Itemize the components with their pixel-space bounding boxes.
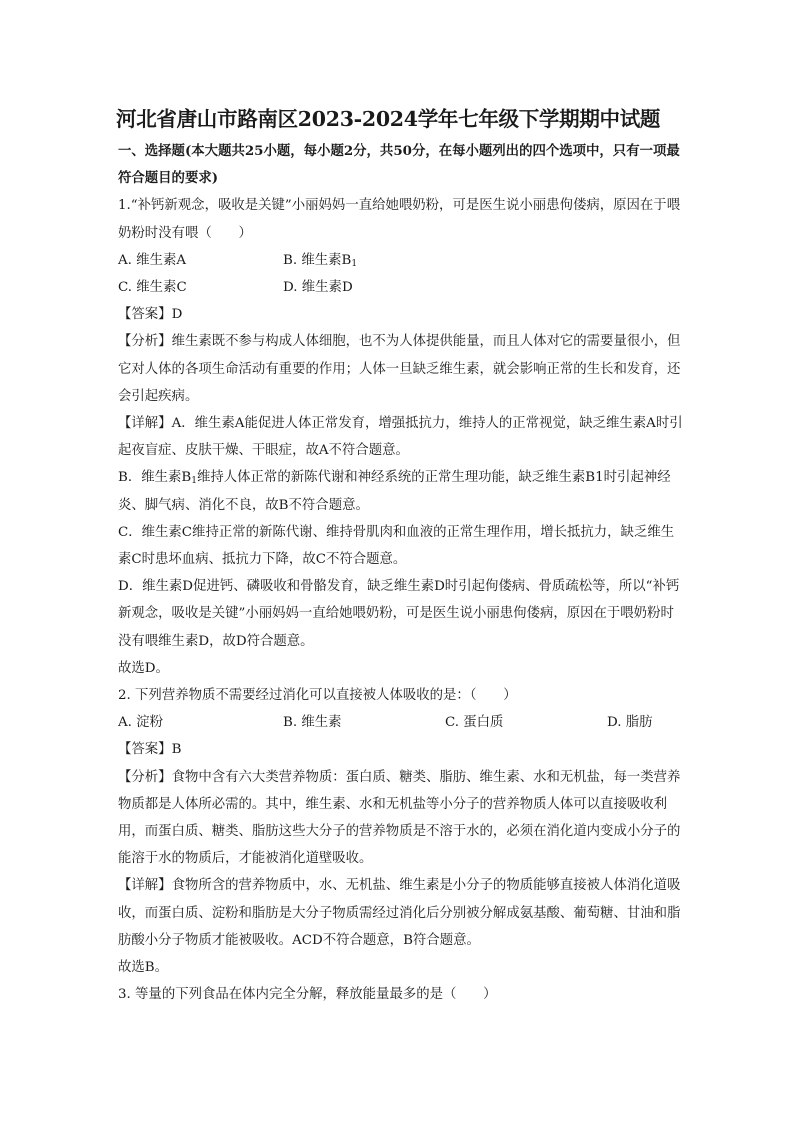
q1-answer: 【答案】D [118, 307, 183, 323]
q2-analysis: 【分析】食物中含有六大类营养物质：蛋白质、糖类、脂肪、维生素、水和无机盐，每一类营养物质都是人体所必需的。其中，维生素、水和无机盐等小分子的营养物质人体可以直接吸收利用，而蛋白质、糖类、脂肪这些大分子的营养物质是不溶于水的，必须在消化道内变成小分子的能溶于水的物质后，才能被消化道壁吸收。 [118, 769, 681, 867]
document-page [118, 104, 684, 1009]
q2-option-b: B. 维生素 [283, 715, 342, 731]
q1-detail-a: 【详解】A．维生素A能促进人体正常发育，增强抵抗力，维持人的正常视觉，缺乏维生素A时引起夜盲症、皮肤干燥、干眼症，故A不符合题意。 [118, 416, 683, 459]
q1-detail-c: C．维生素C维持正常的新陈代谢、维持骨肌肉和血液的正常生理作用，增长抵抗力，缺乏维生素C时患坏血病、抵抗力下降，故C不符合题意。 [118, 524, 675, 568]
q1-detail-b: B．维生素$B_1$维持人体正常的新陈代谢和神经系统的正常生理功能，缺乏维生素B1时引起神经炎、脚气病、消化不良，故B不符合题意。 [118, 470, 671, 513]
q1-option-d: D. 维生素D [283, 280, 353, 296]
q2-option-d: D. 脂肪 [607, 715, 653, 731]
q2-option-c: C. 蛋白质 [445, 715, 504, 731]
question-2-options-row [118, 709, 684, 736]
question-1-options-row-1 [118, 247, 684, 274]
q2-answer: 【答案】B [118, 742, 182, 758]
question-2-stem: 2. 下列营养物质不需要经过消化可以直接被人体吸收的是：（ ） [118, 688, 517, 704]
question-3-stem: 3. 等量的下列食品在体内完全分解，释放能量最多的是（ ） [118, 987, 497, 1003]
q2-option-a: A. 淀粉 [118, 715, 163, 731]
q1-detail-d: D．维生素D促进钙、磷吸收和骨骼发育，缺乏维生素D时引起佝偻病、骨质疏松等，所以“补钙新观念，吸收是关键”小丽妈妈一直给她喂奶粉，可是医生说小丽患佝偻病，原因在于喂奶粉时没有喂维生素D，故D符合题意。 [118, 579, 680, 649]
q1-analysis: 【分析】维生素既不参与构成人体细胞，也不为人体提供能量，而且人体对它的需要量很小，但它对人体的各项生命活动有重要的作用；人体一旦缺乏维生素，就会影响正常的生长和发育，还会引起疾病。 [118, 334, 681, 404]
q2-conclusion: 故选B。 [118, 960, 169, 976]
page-title: 河北省唐山市路南区2023-2024学年七年级下学期期中试题 [116, 107, 661, 131]
question-1-stem: 1.“补钙新观念，吸收是关键”小丽妈妈一直给她喂奶粉，可是医生说小丽患佝偻病，原因在于喂奶粉时没有喂（ ） [118, 198, 681, 241]
q1-option-b: B. 维生素$B_1$ [283, 252, 358, 269]
section-heading: 一、选择题(本大题共25小题，每小题2分，共50分，在每小题列出的四个选项中，只有一项最符合题目的要求) [118, 143, 680, 187]
q1-conclusion: 故选D。 [118, 660, 169, 676]
question-1-options-row-2 [118, 274, 684, 301]
q1-option-c: C. 维生素C [118, 280, 187, 296]
q2-detail: 【详解】食物所含的营养物质中，水、无机盐、维生素是小分子的物质能够直接被人体消化道吸收，而蛋白质、淀粉和脂肪是大分子物质需经过消化后分别被分解成氨基酸、葡萄糖、甘油和脂肪酸小分子物质才能被吸收。ACD不符合题意，B符合题意。 [118, 878, 681, 948]
q1-option-a: A. 维生素A [118, 252, 187, 268]
